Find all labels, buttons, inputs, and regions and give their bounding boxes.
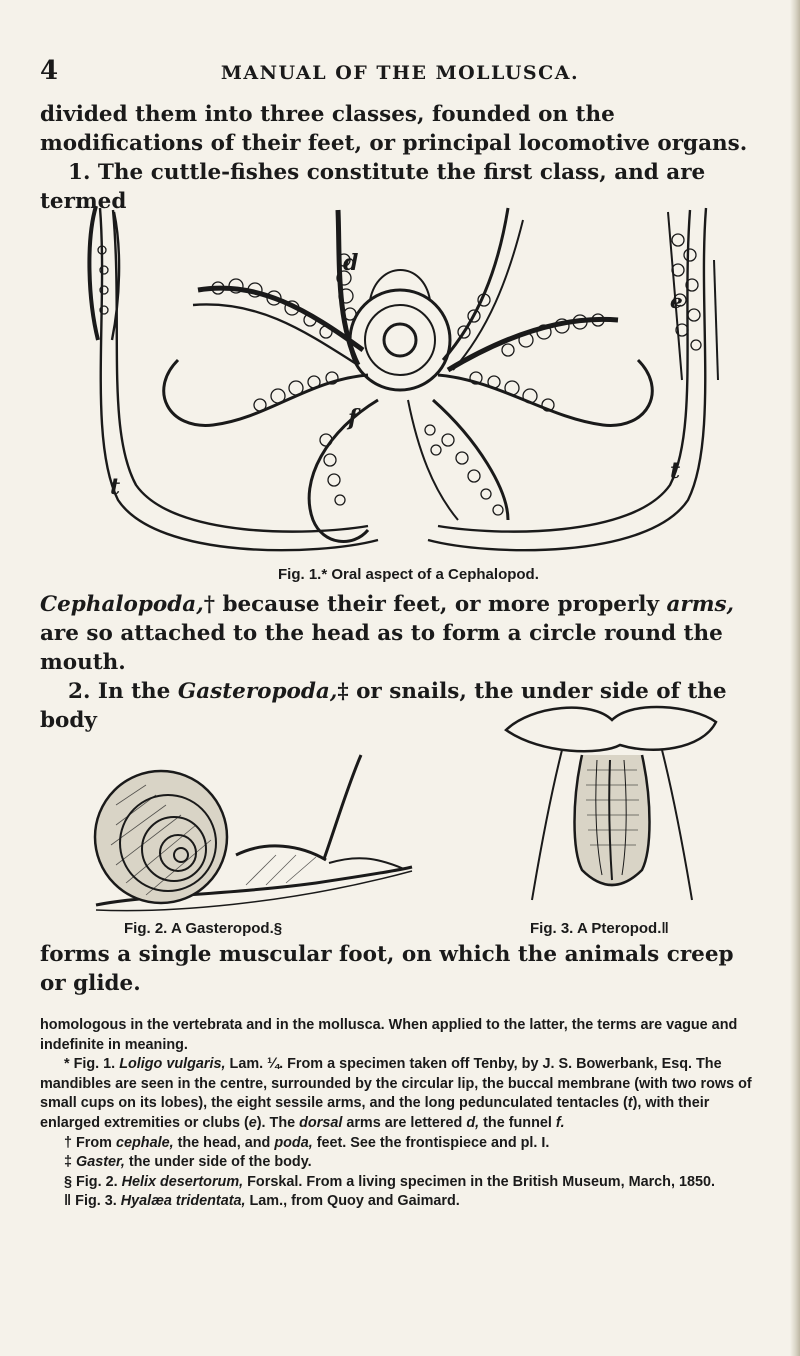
figure-2-gasteropod bbox=[86, 745, 416, 915]
paragraph-2: 1. The cuttle-fishes constitute the first class, and are termed bbox=[40, 160, 706, 214]
paragraph-3: Cephalopoda,† because their feet, or more properly arms, are so attached to the head as to form a circle round the mouth. bbox=[40, 592, 735, 675]
label-e: e bbox=[670, 289, 683, 313]
body-text-bottom bbox=[40, 940, 760, 998]
paragraph-1: divided them into three classes, founded on the modifications of their feet, or principal locomotive organs. bbox=[40, 102, 748, 156]
footnote-fig2: § Fig. 2. Helix desertorum, Forskal. From a living specimen in the British Museum, March, 1850. bbox=[64, 1173, 715, 1190]
footnote-mark-double-dagger: ‡ bbox=[337, 679, 349, 704]
page-number: 4 bbox=[40, 56, 59, 86]
footnote-cephalopoda: † From cephale, the head, and poda, feet. See the frontispiece and pl. I. bbox=[64, 1134, 550, 1151]
paragraph-4: 2. In the Gasteropoda,‡ or snails, the under side of the body bbox=[40, 679, 727, 733]
figure-1-caption: Fig. 1.* Oral aspect of a Cephalopod. bbox=[278, 566, 539, 583]
footnote-gasteropoda: ‡ Gaster, the under side of the body. bbox=[64, 1154, 312, 1171]
term-gasteropoda: Gasteropoda, bbox=[177, 679, 338, 704]
footnotes bbox=[40, 1016, 762, 1212]
footnote-continuation: homologous in the vertebrata and in the mollusca. When applied to the latter, the terms are vague and indefinite in meaning. bbox=[40, 1017, 738, 1053]
footnote-fig3: ‖ Fig. 3. Hyalæa tridentata, Lam., from Quoy and Gaimard. bbox=[64, 1193, 460, 1210]
figure-1-cephalopod bbox=[78, 200, 728, 555]
footnote-fig1: * Fig. 1. Loligo vulgaris, Lam. ¼. From a specimen taken off Tenby, by J. S. Bowerbank, Esq. The mandibles are seen in the centre, surrounded by the circular lip, the buccal membrane (with two rows of small cups on its lobes), the eight sessile arms, and the long pedunculated tentacles (t), with their enlarged extremities or clubs (e). The dorsal arms are lettered d, the funnel f. bbox=[40, 1056, 752, 1131]
figure-2-caption: Fig. 2. A Gasteropod.§ bbox=[124, 920, 283, 937]
label-t-right: t bbox=[670, 458, 681, 484]
running-title: MANUAL OF THE MOLLUSCA. bbox=[220, 62, 580, 84]
page-header bbox=[40, 54, 760, 88]
term-arms: arms, bbox=[666, 592, 735, 617]
label-f: f bbox=[348, 405, 358, 431]
term-cephalopoda: Cephalopoda, bbox=[40, 592, 204, 617]
page-edge-shadow bbox=[790, 0, 800, 1356]
footnote-mark-dagger: † bbox=[203, 592, 215, 617]
figure-3-pteropod bbox=[502, 700, 722, 910]
label-t-left: t bbox=[110, 474, 121, 500]
body-text-top bbox=[40, 100, 760, 216]
figure-3-caption: Fig. 3. A Pteropod.‖ bbox=[530, 920, 669, 937]
label-d: d bbox=[343, 250, 359, 276]
paragraph-5: forms a single muscular foot, on which the animals creep or glide. bbox=[40, 942, 734, 996]
